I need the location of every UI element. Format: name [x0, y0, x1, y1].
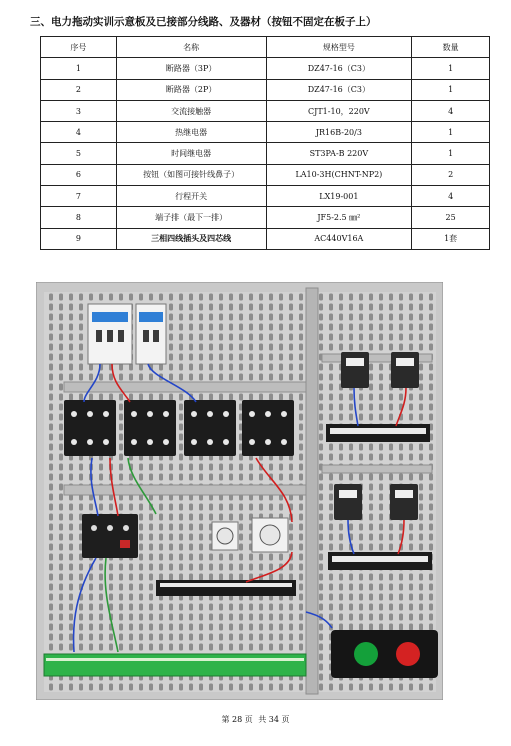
- cell-no: 7: [41, 186, 117, 207]
- travel-switch: [341, 352, 369, 388]
- table-row: [41, 79, 490, 100]
- thermal-relay: [82, 514, 138, 558]
- bottom-terminal-strip: [44, 654, 306, 676]
- travel-switch: [390, 484, 418, 520]
- cell-no: 5: [41, 143, 117, 164]
- cell-qty: 4: [412, 100, 490, 121]
- cell-no: 4: [41, 122, 117, 143]
- cell-no: 8: [41, 207, 117, 228]
- table-row: [41, 143, 490, 164]
- cell-name: 热继电器: [116, 122, 266, 143]
- cell-qty: 1: [412, 58, 490, 79]
- table-header-row: [41, 37, 490, 58]
- breaker-3p: [88, 304, 132, 364]
- breaker-2p: [136, 304, 166, 364]
- cell-qty: 1: [412, 143, 490, 164]
- cell-qty: 1套: [412, 228, 490, 249]
- equipment-table: [40, 36, 490, 250]
- cell-no: 9: [41, 228, 117, 249]
- cell-name: 按钮（如图可接针线鼻子）: [116, 164, 266, 185]
- travel-switch: [334, 484, 362, 520]
- page-footer: [0, 714, 511, 725]
- cell-name: 端子排（最下一排）: [116, 207, 266, 228]
- training-board-photo: [36, 282, 443, 700]
- table-row: [41, 100, 490, 121]
- header-qty: 数量: [412, 37, 490, 58]
- total-pages: 共 34 页: [258, 715, 290, 724]
- din-rail: [322, 465, 432, 473]
- right-terminal-block: [326, 424, 430, 442]
- cell-name: 交流接触器: [116, 100, 266, 121]
- cell-no: 1: [41, 58, 117, 79]
- cell-no: 3: [41, 100, 117, 121]
- header-name: 名称: [116, 37, 266, 58]
- header-no: 序号: [41, 37, 117, 58]
- table-row: [41, 122, 490, 143]
- table-row: [41, 58, 490, 79]
- cell-name: 断路器（2P）: [116, 79, 266, 100]
- section-heading: 三、电力拖动实训示意板及已接部分线路、及器材（按钮不固定在板子上）: [30, 16, 377, 28]
- start-button: [354, 642, 378, 666]
- cell-name: 三相四线插头及四芯线: [116, 228, 266, 249]
- cell-spec: JR16B-20/3: [266, 122, 412, 143]
- cell-spec: ST3PA-B 220V: [266, 143, 412, 164]
- stop-button: [396, 642, 420, 666]
- page-number: 第 28 页: [221, 715, 253, 724]
- table-row: [41, 186, 490, 207]
- cell-qty: 25: [412, 207, 490, 228]
- din-rail: [64, 485, 306, 495]
- cell-spec: LA10-3H(CHNT-NP2): [266, 164, 412, 185]
- cell-no: 6: [41, 164, 117, 185]
- cell-name: 时间继电器: [116, 143, 266, 164]
- header-spec: 规格型号: [266, 37, 412, 58]
- push-button-box: [331, 630, 438, 678]
- right-terminal-block: [328, 552, 432, 570]
- cell-spec: DZ47-16（C3）: [266, 58, 412, 79]
- center-divider: [306, 288, 318, 694]
- cell-no: 2: [41, 79, 117, 100]
- cell-qty: 2: [412, 164, 490, 185]
- cell-name: 行程开关: [116, 186, 266, 207]
- cell-spec: LX19-001: [266, 186, 412, 207]
- cell-spec: DZ47-16（C3）: [266, 79, 412, 100]
- cell-spec: JF5-2.5 ㎜²: [266, 207, 412, 228]
- cell-qty: 4: [412, 186, 490, 207]
- cell-spec: AC440V16A: [266, 228, 412, 249]
- middle-terminal-block: [156, 580, 296, 596]
- table-row: [41, 207, 490, 228]
- table-row: [41, 164, 490, 185]
- cell-qty: 1: [412, 122, 490, 143]
- travel-switch: [391, 352, 419, 388]
- cell-name: 断路器（3P）: [116, 58, 266, 79]
- cell-qty: 1: [412, 79, 490, 100]
- table-row: [41, 228, 490, 249]
- cell-spec: CJT1-10，220V: [266, 100, 412, 121]
